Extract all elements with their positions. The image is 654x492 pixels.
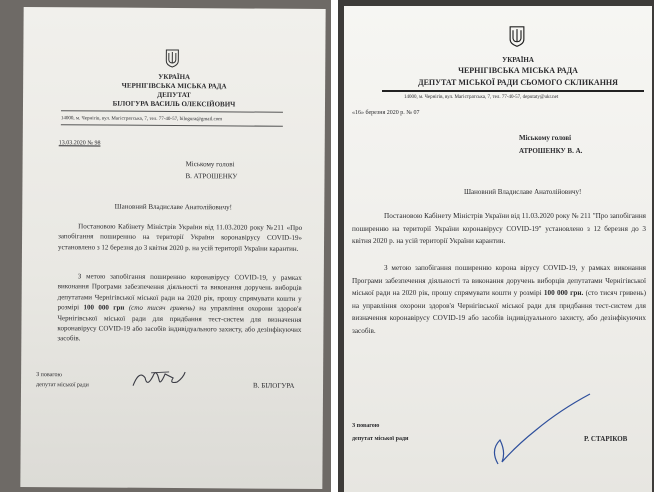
trident-emblem-icon [509, 24, 525, 48]
left-header-rule-2 [61, 124, 283, 127]
left-letter-sheet [20, 7, 325, 489]
left-paragraph-1: Постановою Кабінету Міністрів України від 11.03.2020 року №211 «Про запобігання поширенню на території України коронавірусу COVID-19» установлено з 12 березня до 3 квітня 2020 р. на усій території України карантин. [57, 222, 303, 253]
right-signature [476, 390, 596, 470]
left-salutation: Шановний Владиславе Анатолійовичу! [114, 202, 232, 212]
left-header-position: ДЕПУТАТ [157, 90, 191, 100]
left-header-country: УКРАЇНА [158, 72, 191, 82]
right-recipient-line-1: Міському голові [519, 134, 572, 142]
left-date-line: 13.03.2020 № 98 [58, 140, 101, 147]
left-signer: В. БІЛОГУРА [253, 381, 295, 390]
right-paragraph-1: Постановою Кабінету Міністрів України від 11.03.2020 року № 211 "Про запобігання поширенню на території України коронавірусу COVID-19" установлено з 12 березня до 3 квітня 2020 р. на усій території України карантин. [352, 212, 646, 246]
right-header-rule [382, 90, 644, 92]
right-salutation: Шановний Владиславе Анатолійовичу! [464, 188, 582, 196]
right-header-position: ДЕПУТАТ МІСЬКОЇ РАДИ СЬОМОГО СКЛИКАННЯ [418, 78, 618, 87]
right-paragraph-2-amount: 100 000 грн. [543, 289, 584, 298]
right-date-line: «16» березня 2020 р. № 07 [352, 110, 420, 116]
left-recipient-line-2: В. АТРОШЕНКУ [185, 172, 238, 181]
left-closing-line-1: З повагою [36, 372, 63, 379]
right-letter-sheet [344, 6, 652, 492]
left-recipient-line-1: Міському голові [185, 160, 235, 169]
left-paragraph-2-words: (сто тисяч гривень) [124, 303, 195, 313]
right-closing-line-1: З повагою [352, 423, 380, 429]
left-header-council: ЧЕРНІГІВСЬКА МІСЬКА РАДА [121, 81, 227, 91]
left-header-name: БІЛОГУРА ВАСИЛЬ ОЛЕКСІЙОВИЧ [112, 99, 236, 109]
left-paragraph-2 [57, 271, 302, 346]
right-closing-line-2: депутат міської ради [352, 436, 409, 442]
left-paragraph-2-after: на управління охорони здоров'я Чернігівської міської ради для придбання тест-систем для визначення коронавірусу COVID-19 або засобів індивідуального захисту, або дезінфікуючих засобів. [57, 304, 302, 343]
right-recipient-line-2: АТРОШЕНКУ В. А. [519, 147, 583, 155]
right-paragraph-2-after: (сто тисяч гривень) на управління охорони здоров'я Чернігівської міської ради для придбання тест-систем для визначення коронавірусу COVID-19 або засобів індивідуального захисту, або дезінфікуючих засобів. [352, 289, 646, 335]
left-header-rule [61, 110, 283, 113]
left-paragraph-2-before: З метою запобігання поширенню коронавірусу COVID-19, у рамках виконання Програми забезпечення діяльності та виконання доручень виборців депутатами Чернігівської міської ради на 2020 рік, прошу спрямувати кошти у розмірі [57, 272, 302, 312]
left-paragraph-2-amount: 100 000 грн [83, 303, 125, 312]
right-letter-photo [338, 0, 654, 492]
left-signature [129, 364, 189, 394]
left-header-address: 14000, м. Чернігів, вул. Магістратська, 7, тел. 77-40-57, bilogura@gmail.com [60, 116, 223, 123]
right-paragraph-2 [352, 262, 646, 338]
right-header-country: УКРАЇНА [502, 56, 534, 64]
right-signer: Р. СТАРІКОВ [584, 435, 628, 443]
right-paragraph-2-before: З метою запобігання поширенню корона вірусу COVID-19, у рамках виконання Програми забезпечення діяльності та виконання доручень виборців депутатами Чернігівської міської ради на 2020 рік, прошу спрямувати кошти у розмірі [352, 264, 646, 298]
right-header-council: ЧЕРНІГІВСЬКА МІСЬКА РАДА [458, 66, 578, 75]
left-closing-line-2: депутат міської ради [36, 382, 89, 389]
right-header-address: 14000, м. Чернігів, вул. Магістратська, 7, тел. 77-40-57, deputaty@ukr.net [404, 95, 559, 100]
trident-emblem-icon [165, 48, 179, 68]
